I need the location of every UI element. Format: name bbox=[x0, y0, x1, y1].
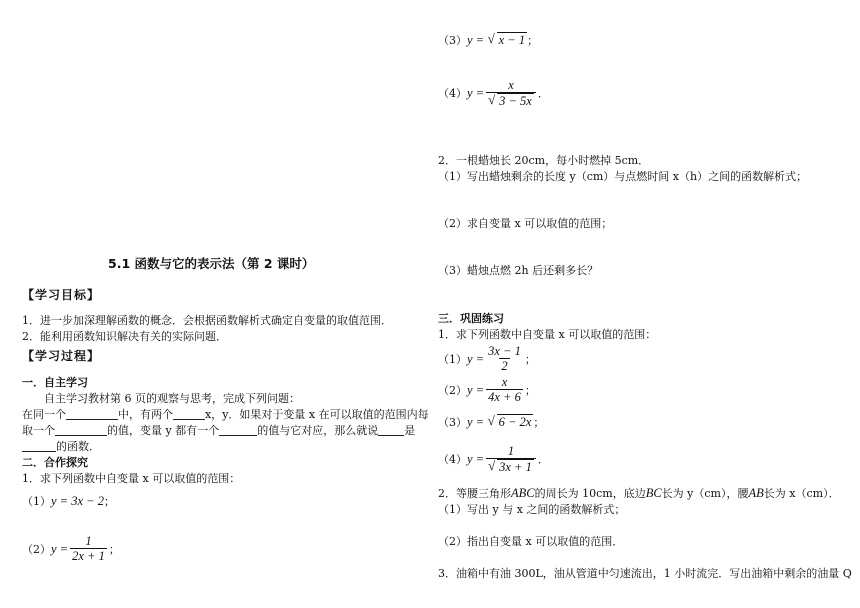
punctuation: ； bbox=[533, 415, 545, 429]
coop-problem-4 bbox=[438, 78, 549, 109]
consolidate-heading: 三．巩固练习 bbox=[438, 312, 504, 325]
process-heading: 【学习过程】 bbox=[22, 349, 101, 363]
answer-blank[interactable] bbox=[219, 423, 257, 436]
denominator bbox=[486, 458, 536, 475]
coop-question-1: 1．求下列函数中自变量 x 可以取值的范围： bbox=[22, 472, 241, 485]
radical-sign-icon: √ bbox=[488, 92, 496, 107]
denominator: 2x + 1 bbox=[72, 549, 105, 563]
problem-label: （2） bbox=[438, 383, 467, 397]
numerator: 1 bbox=[85, 534, 92, 548]
numerator: x bbox=[501, 375, 508, 389]
triangle-name: ABC bbox=[511, 486, 535, 500]
radical-sign-icon: √ bbox=[488, 458, 496, 473]
math-lhs: y = bbox=[467, 452, 485, 466]
fraction bbox=[486, 344, 523, 374]
punctuation: ； bbox=[527, 33, 539, 47]
math-lhs: y = bbox=[51, 541, 69, 556]
square-root bbox=[488, 459, 534, 475]
consolidate-problem-1 bbox=[438, 344, 536, 374]
self-study-intro: 自主学习教材第 6 页的观察与思考，完成下列问题： bbox=[44, 392, 300, 405]
candle-question: 2．一根蜡烛长 20cm，每小时燃掉 5cm． bbox=[438, 154, 650, 167]
question-text: 2．等腰三角形 bbox=[438, 487, 511, 500]
radical-sign-icon: √ bbox=[487, 31, 495, 46]
square-root bbox=[488, 32, 527, 48]
triangle-part-1: （1）写出 y 与 x 之间的函数解析式； bbox=[438, 503, 626, 516]
math-lhs: y = bbox=[467, 382, 485, 397]
denominator: 4x + 6 bbox=[488, 390, 521, 404]
radicand: x − 1 bbox=[498, 33, 526, 47]
self-study-heading: 一．自主学习 bbox=[22, 376, 88, 389]
fill-line-1 bbox=[22, 407, 429, 422]
fill-line-2 bbox=[22, 423, 415, 438]
fraction bbox=[486, 78, 536, 109]
fill-text: 的函数． bbox=[56, 440, 100, 453]
question-text: 的周长为 10cm，底边 bbox=[534, 487, 646, 500]
problem-label: （2） bbox=[22, 542, 51, 556]
fill-text: 取一个 bbox=[22, 424, 55, 437]
math-lhs: y = bbox=[467, 86, 485, 100]
fill-text: 的值，变量 y 都有一个 bbox=[107, 424, 220, 437]
triangle-part-2: （2）指出自变量 x 可以取值的范围． bbox=[438, 535, 624, 548]
coop-problem-3 bbox=[438, 32, 538, 48]
fraction bbox=[486, 375, 523, 405]
triangle-question bbox=[438, 486, 840, 501]
segment-name: BC bbox=[645, 486, 662, 500]
square-root bbox=[488, 414, 534, 430]
fill-text: 中，有两个 bbox=[118, 408, 173, 421]
segment-name: AB bbox=[748, 486, 764, 500]
numerator: 3x − 1 bbox=[488, 344, 521, 358]
punctuation: ； bbox=[524, 383, 536, 397]
radicand: 3 − 5x bbox=[499, 94, 532, 108]
consolidate-problem-3 bbox=[438, 414, 544, 430]
radical-sign-icon: √ bbox=[487, 413, 495, 428]
coop-problem-1 bbox=[22, 494, 115, 509]
fill-text: 在同一个 bbox=[22, 408, 66, 421]
consolidate-problem-4 bbox=[438, 444, 549, 475]
consolidate-question-1: 1．求下列函数中自变量 x 可以取值的范围： bbox=[438, 328, 657, 341]
candle-part-1: （1）写出蜡烛剩余的长度 y（cm）与点燃时间 x（h）之间的函数解析式； bbox=[438, 170, 808, 183]
denominator: 2 bbox=[501, 359, 508, 373]
radicand: 6 − 2x bbox=[498, 415, 532, 429]
answer-blank[interactable] bbox=[22, 439, 56, 452]
fraction bbox=[70, 534, 107, 564]
fill-line-3 bbox=[22, 439, 100, 454]
punctuation: ； bbox=[103, 495, 115, 508]
goals-heading: 【学习目标】 bbox=[22, 288, 101, 302]
lesson-title: 5.1 函数与它的表示法（第 2 课时） bbox=[108, 256, 315, 271]
fraction bbox=[486, 444, 536, 475]
math-lhs: y = bbox=[467, 414, 485, 429]
numerator: x bbox=[508, 78, 514, 92]
answer-blank[interactable] bbox=[55, 423, 107, 436]
problem-label: （1） bbox=[438, 352, 467, 366]
punctuation: ； bbox=[108, 542, 120, 556]
square-root bbox=[488, 93, 534, 109]
punctuation: ． bbox=[537, 87, 549, 100]
answer-blank[interactable] bbox=[173, 407, 205, 420]
punctuation: ． bbox=[537, 453, 549, 466]
punctuation: ； bbox=[524, 352, 536, 366]
fill-text: 的值与它对应，那么就说 bbox=[257, 424, 379, 437]
problem-label: （4） bbox=[438, 87, 467, 100]
oil-tank-question: 3．油箱中有油 300L，油从管道中匀速流出，1 小时流完．写出油箱中剩余的油量 Q bbox=[438, 567, 852, 580]
denominator bbox=[486, 92, 536, 109]
question-text: 长为 x（cm）． bbox=[763, 487, 840, 500]
numerator: 1 bbox=[507, 444, 515, 458]
problem-label: （3） bbox=[438, 415, 467, 429]
goal-item-1: 1．进一步加深理解函数的概念．会根据函数解析式确定自变量的取值范围． bbox=[22, 314, 392, 327]
consolidate-problem-2 bbox=[438, 375, 536, 405]
fill-text: 是 bbox=[404, 424, 416, 437]
problem-label: （4） bbox=[438, 453, 467, 466]
math-lhs: y = bbox=[467, 351, 485, 366]
problem-label: （3） bbox=[438, 33, 467, 47]
answer-blank[interactable] bbox=[378, 423, 404, 436]
candle-part-2: （2）求自变量 x 可以取值的范围； bbox=[438, 217, 613, 230]
question-text: 长为 y（cm），腰 bbox=[661, 487, 749, 500]
radicand: 3x + 1 bbox=[499, 460, 532, 474]
candle-part-3: （3）蜡烛点燃 2h 后还剩多长？ bbox=[438, 264, 599, 277]
coop-problem-2 bbox=[22, 534, 120, 564]
problem-label: （1） bbox=[22, 495, 51, 508]
coop-heading: 二．合作探究 bbox=[22, 456, 88, 469]
answer-blank[interactable] bbox=[66, 407, 118, 420]
fill-text: x，y．如果对于变量 x 在可以取值的范围内每 bbox=[205, 408, 429, 421]
goal-item-2: 2．能利用函数知识解决有关的实际问题． bbox=[22, 330, 227, 343]
math-lhs: y = bbox=[467, 32, 485, 47]
math-expression: y = 3x − 2 bbox=[51, 494, 104, 508]
